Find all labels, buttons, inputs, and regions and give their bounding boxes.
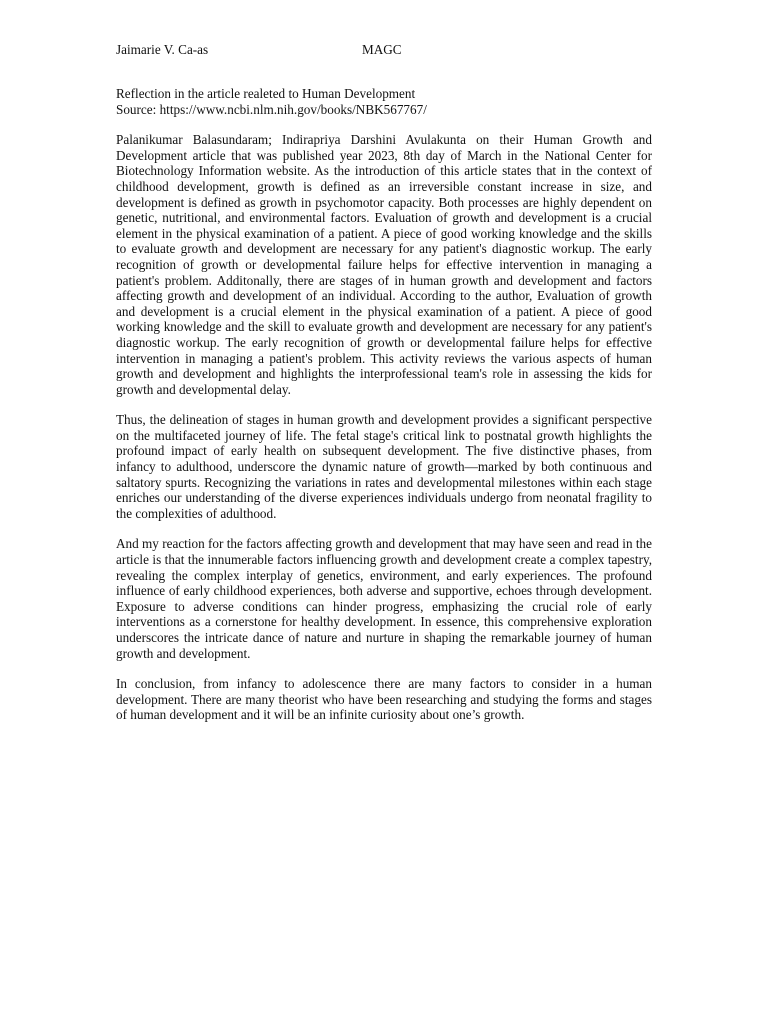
- document-header: [116, 42, 652, 60]
- paragraph-stages: Thus, the delineation of stages in human growth and development provides a significant perspective on the multifaceted journey of life. The fetal stage's critical link to postnatal growth highlights the profound impact of early health on subsequent development. The five distinctive phases, from infancy to adulthood, underscore the dynamic nature of growth—marked by both continuous and saltatory spurts. Recognizing the variations in rates and developmental milestones within each stage enriches our understanding of the diverse experiences individuals undergo from neonatal fragility to the complexities of adulthood.: [116, 412, 652, 521]
- paragraph-introduction: Palanikumar Balasundaram; Indirapriya Darshini Avulakunta on their Human Growth and Development article that was published year 2023, 8th day of March in the National Center for Biotechnology Information website. As the introduction of this article states that in the context of childhood development, growth is defined as an irreversible constant increase in size, and development is defined as growth in psychomotor capacity. Both processes are highly dependent on genetic, nutritional, and environmental factors. Evaluation of growth and development is a crucial element in the physical examination of a patient. A piece of good working knowledge and the skills to evaluate growth and development are necessary for any patient's diagnostic workup. The early recognition of growth or developmental failure helps for effective intervention in managing a patient's problem. Additonally, there are stages of in human growth and development and factors affecting growth and development of an individual. According to the author, Evaluation of growth and development is a crucial element in the physical examination of a patient. A piece of good working knowledge and the skill to evaluate growth and development are necessary for any patient's diagnostic workup. The early recognition of growth or developmental failure helps for effective intervention in managing a patient's problem. This activity reviews the various aspects of human growth and development and highlights the interprofessional team's role in assessing the kids for growth and developmental delay.: [116, 132, 652, 397]
- paragraph-conclusion: In conclusion, from infancy to adolescence there are many factors to consider in a human development. There are many theorist who have been researching and studying the forms and stages of human development and it will be an infinite curiosity about one’s growth.: [116, 676, 652, 723]
- title-block: [116, 86, 652, 117]
- source-citation: Source: https://www.ncbi.nlm.nih.gov/books/NBK567767/: [116, 101, 427, 117]
- paragraph-reaction: And my reaction for the factors affecting growth and development that may have seen and read in the article is that the innumerable factors influencing growth and development create a complex tapestry, revealing the complex interplay of genetics, environment, and early experiences. The profound influence of early childhood experiences, both adverse and supportive, echoes through development. Exposure to adverse conditions can hinder progress, emphasizing the crucial role of early interventions as a cornerstone for healthy development. In essence, this comprehensive exploration underscores the intricate dance of nature and nurture in shaping the remarkable journey of human growth and development.: [116, 536, 652, 661]
- document-page: [116, 42, 652, 738]
- document-title: Reflection in the article realeted to Human Development: [116, 86, 416, 101]
- course-code: MAGC: [362, 42, 402, 57]
- author-name: Jaimarie V. Ca-as: [116, 42, 209, 57]
